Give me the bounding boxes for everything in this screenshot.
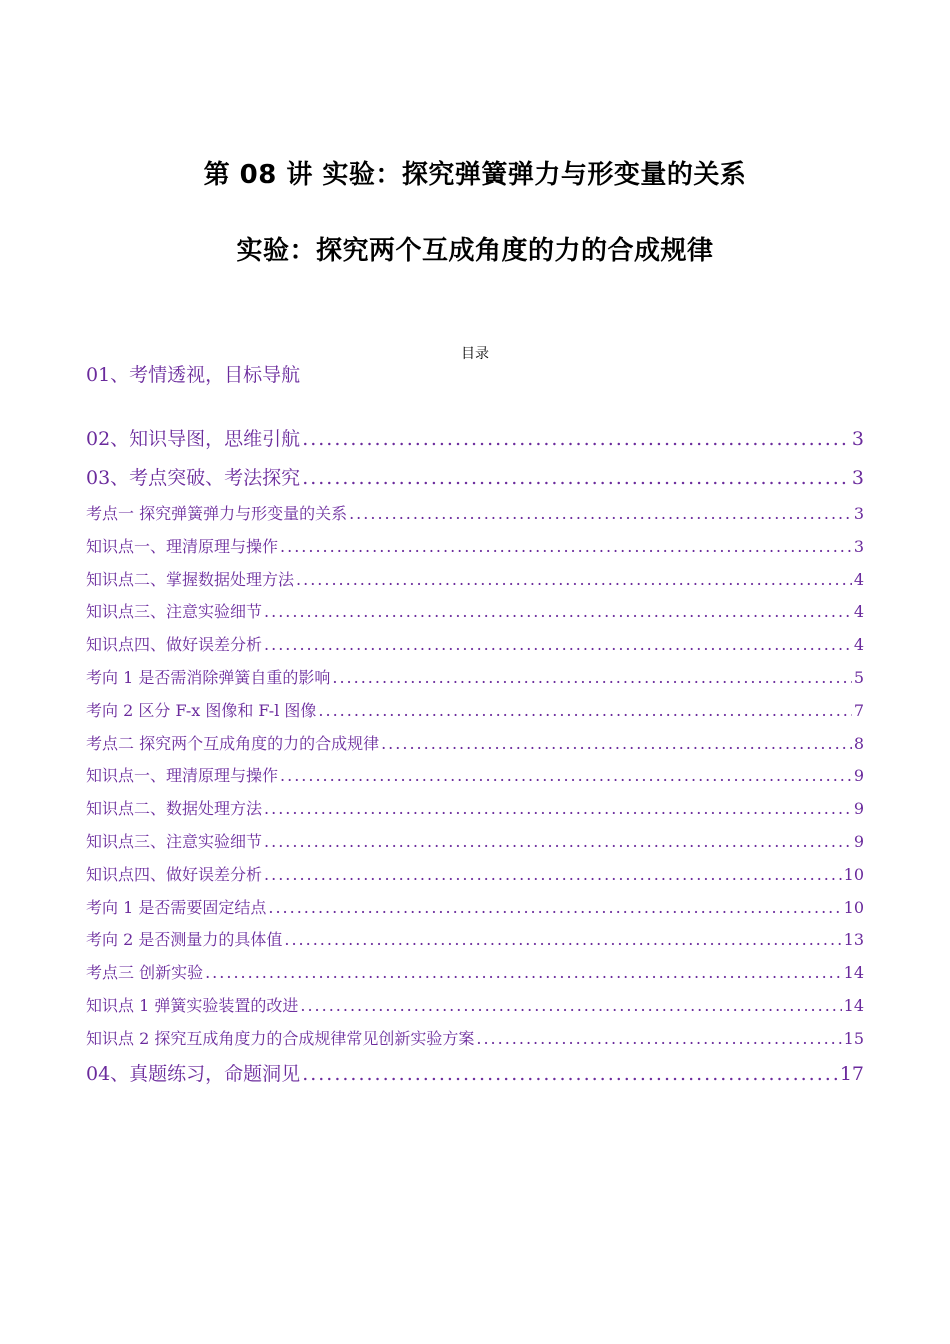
page-subtitle: 实验：探究两个互成角度的力的合成规律 xyxy=(236,236,714,266)
toc-entry-label: 考向 1 是否需消除弹簧自重的影响 xyxy=(86,667,331,687)
toc-entry-label: 02、知识导图，思维引航 xyxy=(86,428,301,450)
toc-entry[interactable] xyxy=(86,630,864,663)
toc-entry[interactable] xyxy=(86,663,864,696)
toc-entry-page: 10 xyxy=(843,897,864,917)
toc-entry-label: 考点三 创新实验 xyxy=(86,963,204,983)
toc-entry-label: 知识点一、理清原理与操作 xyxy=(86,766,279,786)
toc-entry-label: 知识点二、数据处理方法 xyxy=(86,799,263,819)
toc-entry[interactable] xyxy=(86,827,864,860)
toc-entry[interactable] xyxy=(86,696,864,729)
toc-leader-dots xyxy=(284,925,841,955)
toc-leader-dots xyxy=(264,597,852,627)
toc-entry-label: 04、真题练习，命题洞见 xyxy=(86,1062,301,1085)
toc-entry-page: 14 xyxy=(843,995,864,1015)
toc-entry-page: 3 xyxy=(851,466,864,489)
toc-entry[interactable] xyxy=(86,565,864,598)
toc-leader-dots xyxy=(205,958,842,988)
toc-leader-dots xyxy=(300,991,841,1021)
toc-entry[interactable] xyxy=(86,958,864,991)
toc-entry-page: 3 xyxy=(853,536,864,556)
toc-entry-label: 知识点 1 弹簧实验装置的改进 xyxy=(86,995,299,1015)
toc-entry-page: 4 xyxy=(853,569,864,589)
toc-entry[interactable] xyxy=(86,422,864,461)
toc-entry[interactable] xyxy=(86,1024,864,1057)
toc-entry-page: 14 xyxy=(843,963,864,983)
toc-leader-dots xyxy=(268,893,841,923)
toc-entry-page: 7 xyxy=(853,700,864,720)
toc-leader-dots xyxy=(280,761,852,791)
toc-entry[interactable] xyxy=(86,597,864,630)
toc-entry[interactable] xyxy=(86,991,864,1024)
toc-entry-label: 考向 2 是否测量力的具体值 xyxy=(86,930,283,950)
toc-entry-page: 9 xyxy=(853,831,864,851)
toc-entry-page: 3 xyxy=(851,428,864,450)
toc-entry[interactable] xyxy=(86,1057,864,1096)
toc-entry-page: 3 xyxy=(853,504,864,523)
toc-leader-dots xyxy=(296,565,852,595)
toc-entry[interactable] xyxy=(86,794,864,827)
toc-leader-dots xyxy=(302,1057,838,1091)
toc-entry-label: 知识点四、做好误差分析 xyxy=(86,635,263,655)
toc-leader-dots xyxy=(476,1024,841,1054)
toc-entry-page: 10 xyxy=(843,864,864,884)
toc-entry-label: 知识点 2 探究互成角度力的合成规律常见创新实验方案 xyxy=(86,1028,475,1048)
toc-entry[interactable] xyxy=(86,860,864,893)
toc-entry-label: 考点一 探究弹簧弹力与形变量的关系 xyxy=(86,504,348,523)
toc-entry-label: 知识点四、做好误差分析 xyxy=(86,864,263,884)
toc-entry-page: 9 xyxy=(853,799,864,819)
toc-entry-label: 知识点二、掌握数据处理方法 xyxy=(86,569,295,589)
toc-leader-dots xyxy=(280,532,852,562)
toc-entry[interactable] xyxy=(86,499,864,532)
toc-entry-label: 知识点一、理清原理与操作 xyxy=(86,536,279,556)
toc-entry-page: 5 xyxy=(853,667,864,687)
toc-entry-page: 17 xyxy=(839,1062,864,1085)
toc-entry-page: 8 xyxy=(853,733,864,753)
toc-entry-label: 考向 1 是否需要固定结点 xyxy=(86,897,267,917)
page-title: 第 08 讲 实验：探究弹簧弹力与形变量的关系 xyxy=(203,160,747,190)
toc-entry[interactable] xyxy=(86,461,864,500)
toc-entry-page: 13 xyxy=(843,930,864,950)
toc-leader-dots xyxy=(264,827,852,857)
toc-entry-first[interactable]: 01、考情透视，目标导航 xyxy=(86,364,301,386)
toc-list xyxy=(86,422,864,1095)
toc-entry-page: 9 xyxy=(853,766,864,786)
toc-entry[interactable] xyxy=(86,729,864,762)
toc-leader-dots xyxy=(318,696,851,726)
toc-leader-dots xyxy=(381,729,852,759)
toc-entry-label: 知识点三、注意实验细节 xyxy=(86,831,263,851)
toc-entry-page: 4 xyxy=(853,602,864,622)
toc-entry-label: 考向 2 区分 F-x 图像和 F-l 图像 xyxy=(86,700,317,720)
toc-entry[interactable] xyxy=(86,925,864,958)
toc-leader-dots xyxy=(349,499,852,529)
toc-entry-label: 考点二 探究两个互成角度的力的合成规律 xyxy=(86,733,380,753)
toc-entry-page: 15 xyxy=(843,1028,864,1048)
toc-heading: 目录 xyxy=(461,346,489,362)
toc-entry-label: 知识点三、注意实验细节 xyxy=(86,602,263,622)
toc-entry[interactable] xyxy=(86,893,864,926)
toc-leader-dots xyxy=(264,630,852,660)
toc-entry-page: 4 xyxy=(853,635,864,655)
toc-leader-dots xyxy=(302,461,850,495)
toc-leader-dots xyxy=(264,860,842,890)
toc-leader-dots xyxy=(332,663,851,693)
toc-leader-dots xyxy=(302,422,850,456)
toc-entry-label: 03、考点突破、考法探究 xyxy=(86,466,301,489)
toc-entry[interactable] xyxy=(86,761,864,794)
toc-leader-dots xyxy=(264,794,852,824)
toc-entry[interactable] xyxy=(86,532,864,565)
